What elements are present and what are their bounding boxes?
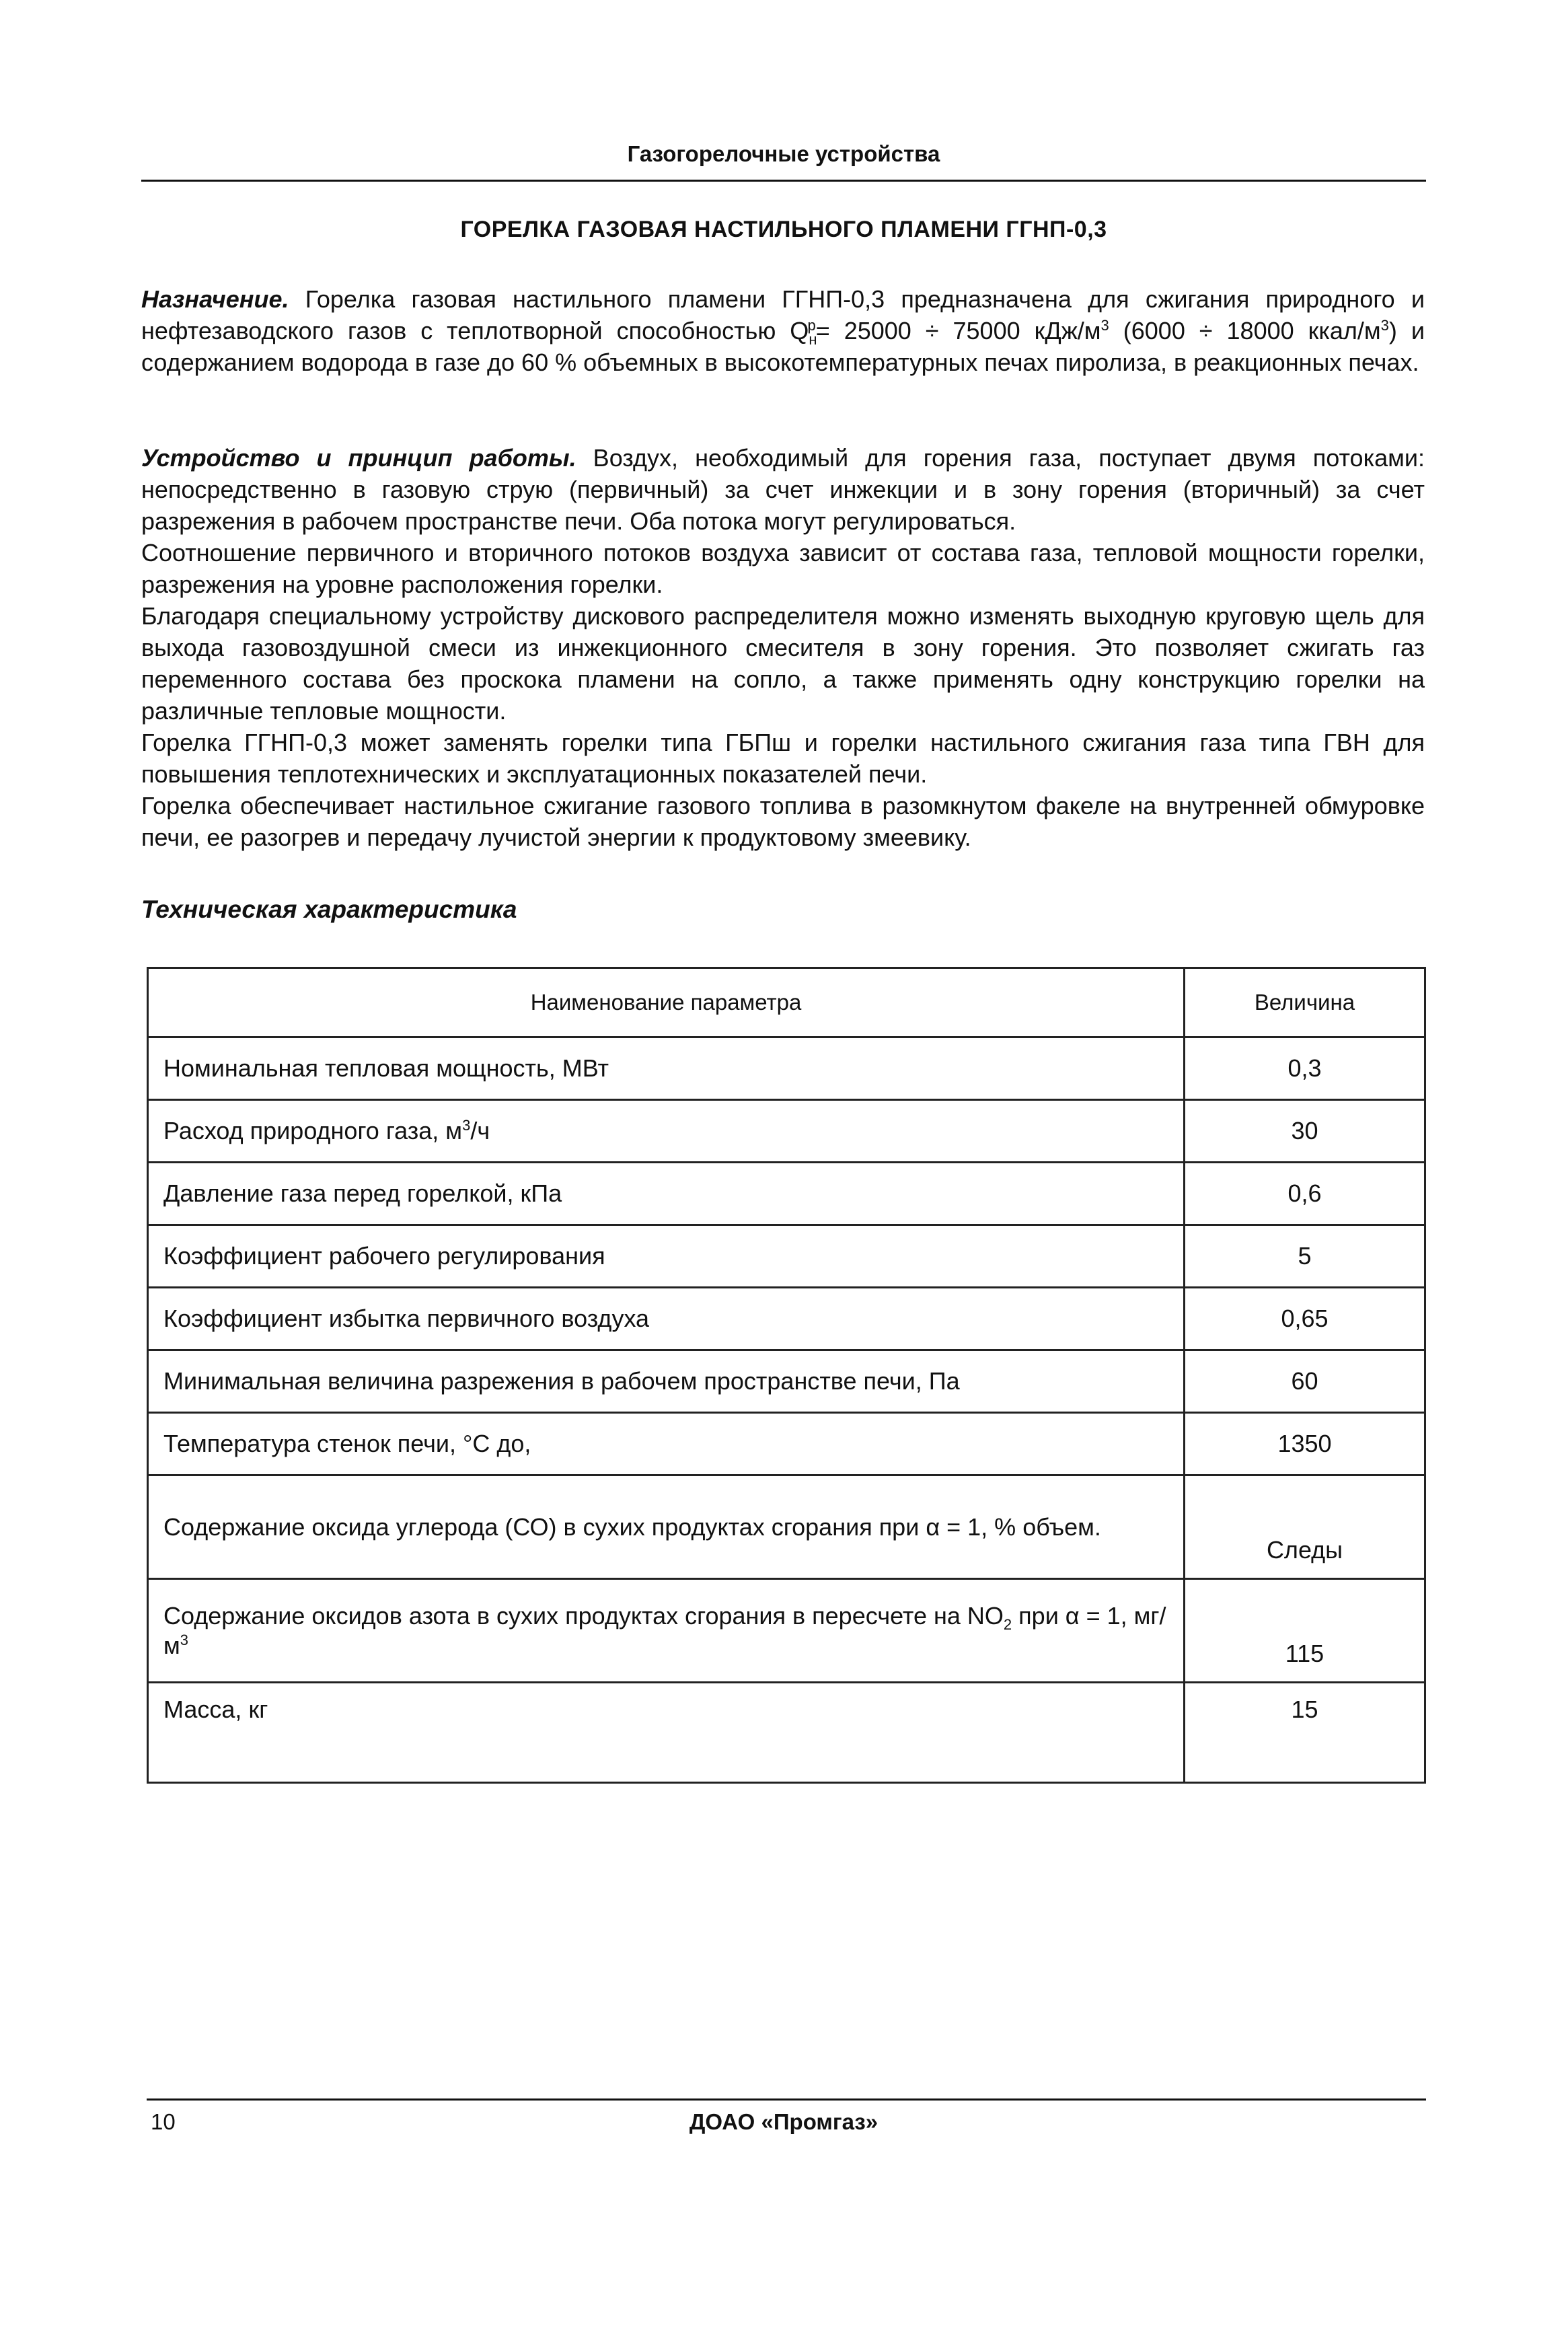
param-value: 115	[1185, 1579, 1425, 1683]
header-param: Наименование параметра	[148, 968, 1185, 1037]
param-name: Содержание оксида углерода (СО) в сухих продуктах сгорания при α = 1, % объем.	[148, 1475, 1185, 1579]
param-value: 0,3	[1185, 1037, 1425, 1100]
param-value: 1350	[1185, 1413, 1425, 1475]
purpose-paragraph	[141, 283, 1425, 378]
device-paragraph-2: Соотношение первичного и вторичного потоков воздуха зависит от состава газа, тепловой мощности горелки, разрежения на уровне расположения горелки.	[141, 539, 1425, 598]
table-row	[148, 1579, 1425, 1683]
param-name-tail: /ч	[470, 1117, 490, 1144]
purpose-text-d: ) и содержанием водорода в газе до 60 % объемных в высокотемпературных печах пиролиза, в реакционных печах.	[141, 317, 1425, 376]
param-value: Следы	[1185, 1475, 1425, 1579]
purpose-text-b: = 25000 ÷ 75000 кДж/м	[815, 317, 1101, 344]
table-row	[148, 1288, 1425, 1350]
param-name-sup: 3	[462, 1117, 471, 1134]
q-superscript: р	[807, 317, 816, 334]
device-paragraph-4: Горелка ГГНП-0,3 может заменять горелки типа ГБПш и горелки настильного сжигания газа типа ГВН для повышения теплотехнических и эксплуатационных показателей печи.	[141, 729, 1425, 788]
table-row	[148, 1100, 1425, 1163]
document-title: ГОРЕЛКА ГАЗОВАЯ НАСТИЛЬНОГО ПЛАМЕНИ ГГНП-0,3	[460, 217, 1107, 242]
page-number: 10	[151, 2109, 176, 2134]
param-value: 15	[1185, 1683, 1425, 1783]
param-name: Номинальная тепловая мощность, МВт	[148, 1037, 1185, 1100]
purpose-section	[141, 283, 1425, 378]
param-value: 0,6	[1185, 1163, 1425, 1225]
table-row	[148, 1475, 1425, 1579]
param-name-text: Содержание оксидов азота в сухих продуктах сгорания в пересчете на NO	[163, 1601, 1004, 1630]
purpose-sup-2: 3	[1380, 317, 1389, 334]
device-section	[141, 442, 1425, 853]
param-value: 60	[1185, 1350, 1425, 1413]
table-row	[148, 1683, 1425, 1783]
param-name-text: Расход природного газа, м	[163, 1117, 463, 1144]
param-name: Масса, кг	[148, 1683, 1185, 1783]
param-value: 5	[1185, 1225, 1425, 1288]
q-subscript: н	[809, 331, 817, 349]
param-name-sub: 2	[1003, 1615, 1012, 1633]
device-paragraph-3: Благодаря специальному устройству дискового распределителя можно изменять выходную круговую щель для выхода газовоздушной смеси из инжекционного смесителя в зону горения. Это позволяет сжигать газ переменного состава без проскока пламени на сопло, а также применять одну конструкцию горелки на различные тепловые мощности.	[141, 602, 1425, 725]
param-name-sup: 3	[180, 1631, 188, 1648]
publisher-name: ДОАО «Промгаз»	[689, 2109, 879, 2134]
param-name	[148, 1100, 1185, 1163]
header-value: Величина	[1185, 968, 1425, 1037]
table-row	[148, 1350, 1425, 1413]
purpose-sup-1: 3	[1100, 317, 1109, 334]
param-name: Давление газа перед горелкой, кПа	[148, 1163, 1185, 1225]
param-value: 30	[1185, 1100, 1425, 1163]
param-name: Температура стенок печи, °С до,	[148, 1413, 1185, 1475]
table-row	[148, 1037, 1425, 1100]
table-header-row	[148, 968, 1425, 1037]
device-lead: Устройство и принцип работы.	[141, 444, 576, 472]
param-name: Минимальная величина разрежения в рабочем пространстве печи, Па	[148, 1350, 1185, 1413]
param-name-tail: при α = 1, мг/м	[163, 1601, 1166, 1659]
purpose-text-a: Горелка газовая настильного пламени ГГНП-0,3 предназначена для сжигания природного и нефтезаводского газов с теплотворной способностью Q	[141, 285, 1425, 344]
purpose-lead: Назначение.	[141, 285, 289, 313]
device-text-1: Воздух, необходимый для горения газа, поступает двумя потоками: непосредственно в газовую струю (первичный) за счет инжекции и в зону горения (вторичный) за счет разрежения в рабочем пространстве печи. Оба потока могут регулироваться.	[141, 444, 1425, 535]
device-paragraph-1	[141, 442, 1425, 537]
device-paragraph-5: Горелка обеспечивает настильное сжигание газового топлива в разомкнутом факеле на внутренней обмуровке печи, ее разогрев и передачу лучистой энергии к продуктовому змеевику.	[141, 792, 1425, 851]
param-value: 0,65	[1185, 1288, 1425, 1350]
running-header: Газогорелочные устройства	[627, 141, 940, 166]
specs-table	[147, 967, 1426, 1784]
footer-rule	[147, 2098, 1426, 2101]
param-name: Коэффициент избытка первичного воздуха	[148, 1288, 1185, 1350]
table-row	[148, 1163, 1425, 1225]
header-rule	[141, 180, 1426, 182]
table-row	[148, 1413, 1425, 1475]
specs-section-title: Техническая характеристика	[141, 896, 517, 923]
param-name	[148, 1579, 1185, 1683]
purpose-text-c: (6000 ÷ 18000 ккал/м	[1109, 317, 1381, 344]
param-name: Коэффициент рабочего регулирования	[148, 1225, 1185, 1288]
table-row	[148, 1225, 1425, 1288]
